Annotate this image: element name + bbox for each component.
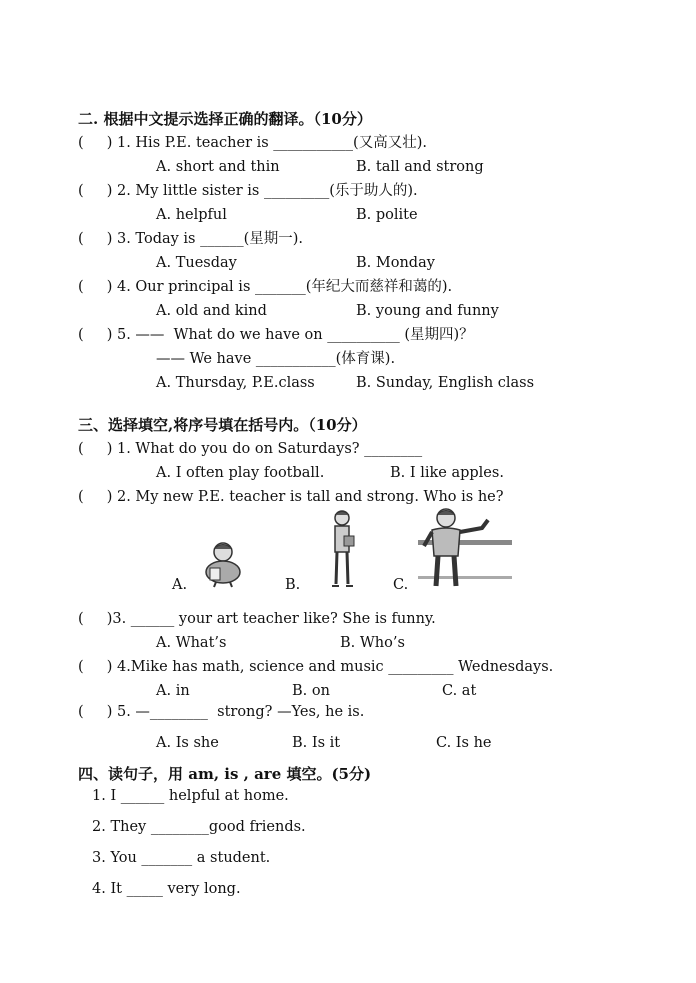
s2-q3-option-a: A. Tuesday <box>156 255 237 271</box>
s3-q1-option-b: B. I like apples. <box>390 465 504 481</box>
section-2-heading: 二. 根据中文提示选择正确的翻译。（10分） <box>78 110 372 128</box>
s2-q3-option-b: B. Monday <box>356 255 435 271</box>
s2-question-3: ( ) 3. Today is ______(星期一). <box>78 231 304 247</box>
s3-q4-option-a: A. in <box>156 683 190 699</box>
s3-q5-option-a: A. Is she <box>156 735 219 751</box>
s2-q4-option-a: A. old and kind <box>156 303 267 319</box>
section-4-heading: 四、读句子，用 am, is , are 填空。(5分) <box>78 765 372 783</box>
s3-q2-option-a: A. <box>172 577 188 593</box>
s2-q5-option-b: B. Sunday, English class <box>356 375 535 391</box>
s3-q4-option-c: C. at <box>442 683 477 699</box>
s2-question-2: ( ) 2. My little sister is _________(乐于助人的). <box>78 183 418 199</box>
s2-q4-option-b: B. young and funny <box>356 303 499 319</box>
s2-q2-option-a: A. helpful <box>156 207 227 223</box>
picture-a-short-boy <box>198 540 248 588</box>
s2-q1-option-a: A. short and thin <box>156 159 280 175</box>
s3-q5-option-b: B. Is it <box>292 735 341 751</box>
s2-question-1: ( ) 1. His P.E. teacher is ___________(又高又壮). <box>78 135 427 151</box>
picture-c-tall-strong-man <box>418 506 512 590</box>
s4-sentence-2: 2. They ________good friends. <box>92 819 306 835</box>
s3-question-4: ( ) 4.Mike has math, science and music _________ Wednesdays. <box>78 659 554 675</box>
s3-q2-option-b: B. <box>285 577 301 593</box>
s3-question-5: ( ) 5. —________ strong? —Yes, he is. <box>78 704 365 720</box>
s4-sentence-3: 3. You _______ a student. <box>92 850 271 866</box>
s3-question-1: ( ) 1. What do you do on Saturdays? ________ <box>78 441 423 457</box>
s3-q1-option-a: A. I often play football. <box>156 465 325 481</box>
s4-sentence-4: 4. It _____ very long. <box>92 881 241 897</box>
s3-q2-option-c: C. <box>393 577 409 593</box>
picture-b-tall-thin-man <box>322 506 362 590</box>
s4-sentence-1: 1. I ______ helpful at home. <box>92 788 289 804</box>
section-3-heading: 三、选择填空,将序号填在括号内。（10分） <box>78 416 367 434</box>
s3-q4-option-b: B. on <box>292 683 330 699</box>
s3-q3-option-b: B. Who’s <box>340 635 405 651</box>
s3-q3-option-a: A. What’s <box>156 635 227 651</box>
s3-question-2: ( ) 2. My new P.E. teacher is tall and strong. Who is he? <box>78 489 504 505</box>
s2-question-4: ( ) 4. Our principal is _______(年纪大而慈祥和蔼的). <box>78 279 453 295</box>
s2-q5-option-a: A. Thursday, P.E.class <box>156 375 315 391</box>
s2-q1-option-b: B. tall and strong <box>356 159 484 175</box>
s2-question-5: ( ) 5. —— What do we have on __________ (星期四)？ <box>78 327 474 343</box>
s2-question-5-line-2: —— We have ___________(体育课). <box>156 351 396 367</box>
s3-question-3: ( )3. ______ your art teacher like? She is funny. <box>78 611 436 627</box>
s3-q5-option-c: C. Is he <box>436 735 492 751</box>
s2-q2-option-b: B. polite <box>356 207 418 223</box>
